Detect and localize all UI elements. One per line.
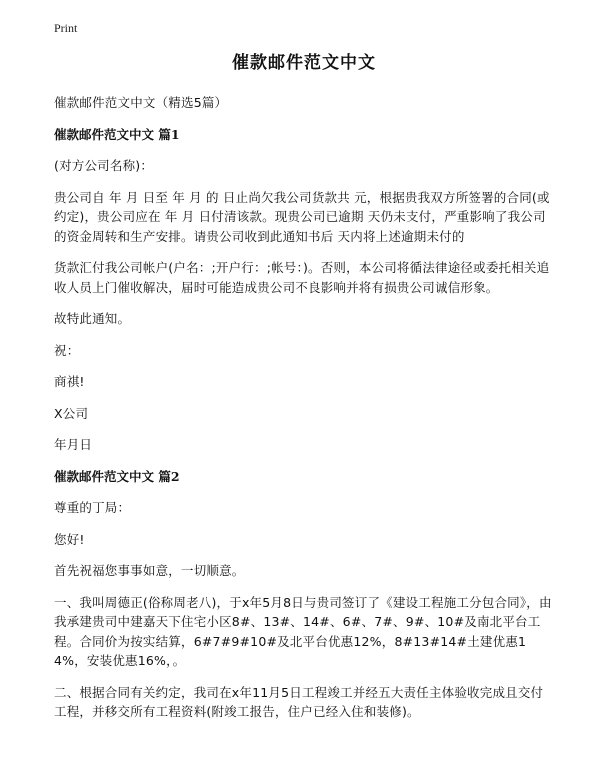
document-title: 催款邮件范文中文 (232, 53, 376, 73)
section-1-heading: 催款邮件范文中文 篇1 (54, 126, 180, 142)
document-page (54, 50, 554, 734)
paragraph-wishes: 首先祝福您事事如意，一切顺意。 (54, 563, 245, 578)
paragraph-recipient: (对方公司名称)： (54, 158, 154, 173)
paragraph-hello: 您好! (54, 531, 85, 547)
paragraph-date: 年月日 (54, 437, 93, 452)
paragraph-contract-details: 一、我叫周德正(俗称周老八)，于x年5月8日与贵司签订了《建设工程施工分包合同》，由我承建贵司中建嘉天下住宅小区8#、13#、14#、6#、7#、9#、10#及南北平台工程。合同价为按实结算，6#7#9#10#及北平台优惠12%，8#13#14#土建优惠14%，安装优惠16%，。 (54, 594, 552, 668)
print-link[interactable]: Print (54, 21, 78, 35)
paragraph-completion: 二、根据合同有关约定，我司在x年11月5日工程竣工并经五大责任主体验收完成且交付工程，并移交所有工程资料(附竣工报告，住户已经入住和装修)。 (54, 684, 544, 719)
paragraph-salutation: 尊重的丁局： (54, 500, 131, 515)
paragraph-wish: 祝： (54, 342, 80, 358)
paragraph-notice-closing: 故特此通知。 (54, 311, 131, 326)
paragraph-payment-account: 货款汇付我公司帐户(户名：;开户行：;帐号：)。否则，本公司将循法律途径或委托相关追收人员上门催收解决，届时可能造成贵公司不良影响并将有损贵公司诚信形象。 (54, 260, 550, 295)
paragraph-overdue-notice: 贵公司自 年 月 日至 年 月 的 日止尚欠我公司货款共 元，根据贵我双方所签署的合同(或约定)，贵公司应在 年 月 日付清该款。现贵公司已逾期 天仍未支付，严重影响了我公司的资金周转和生产安排。请贵公司收到此通知书后 天内将上述逾期未付的 (54, 189, 550, 244)
document-subtitle: 催款邮件范文中文（精选5篇） (54, 95, 228, 110)
section-2-heading: 催款邮件范文中文 篇2 (54, 468, 180, 484)
paragraph-company-signature: X公司 (54, 405, 89, 421)
paragraph-greeting: 商祺! (54, 374, 85, 389)
